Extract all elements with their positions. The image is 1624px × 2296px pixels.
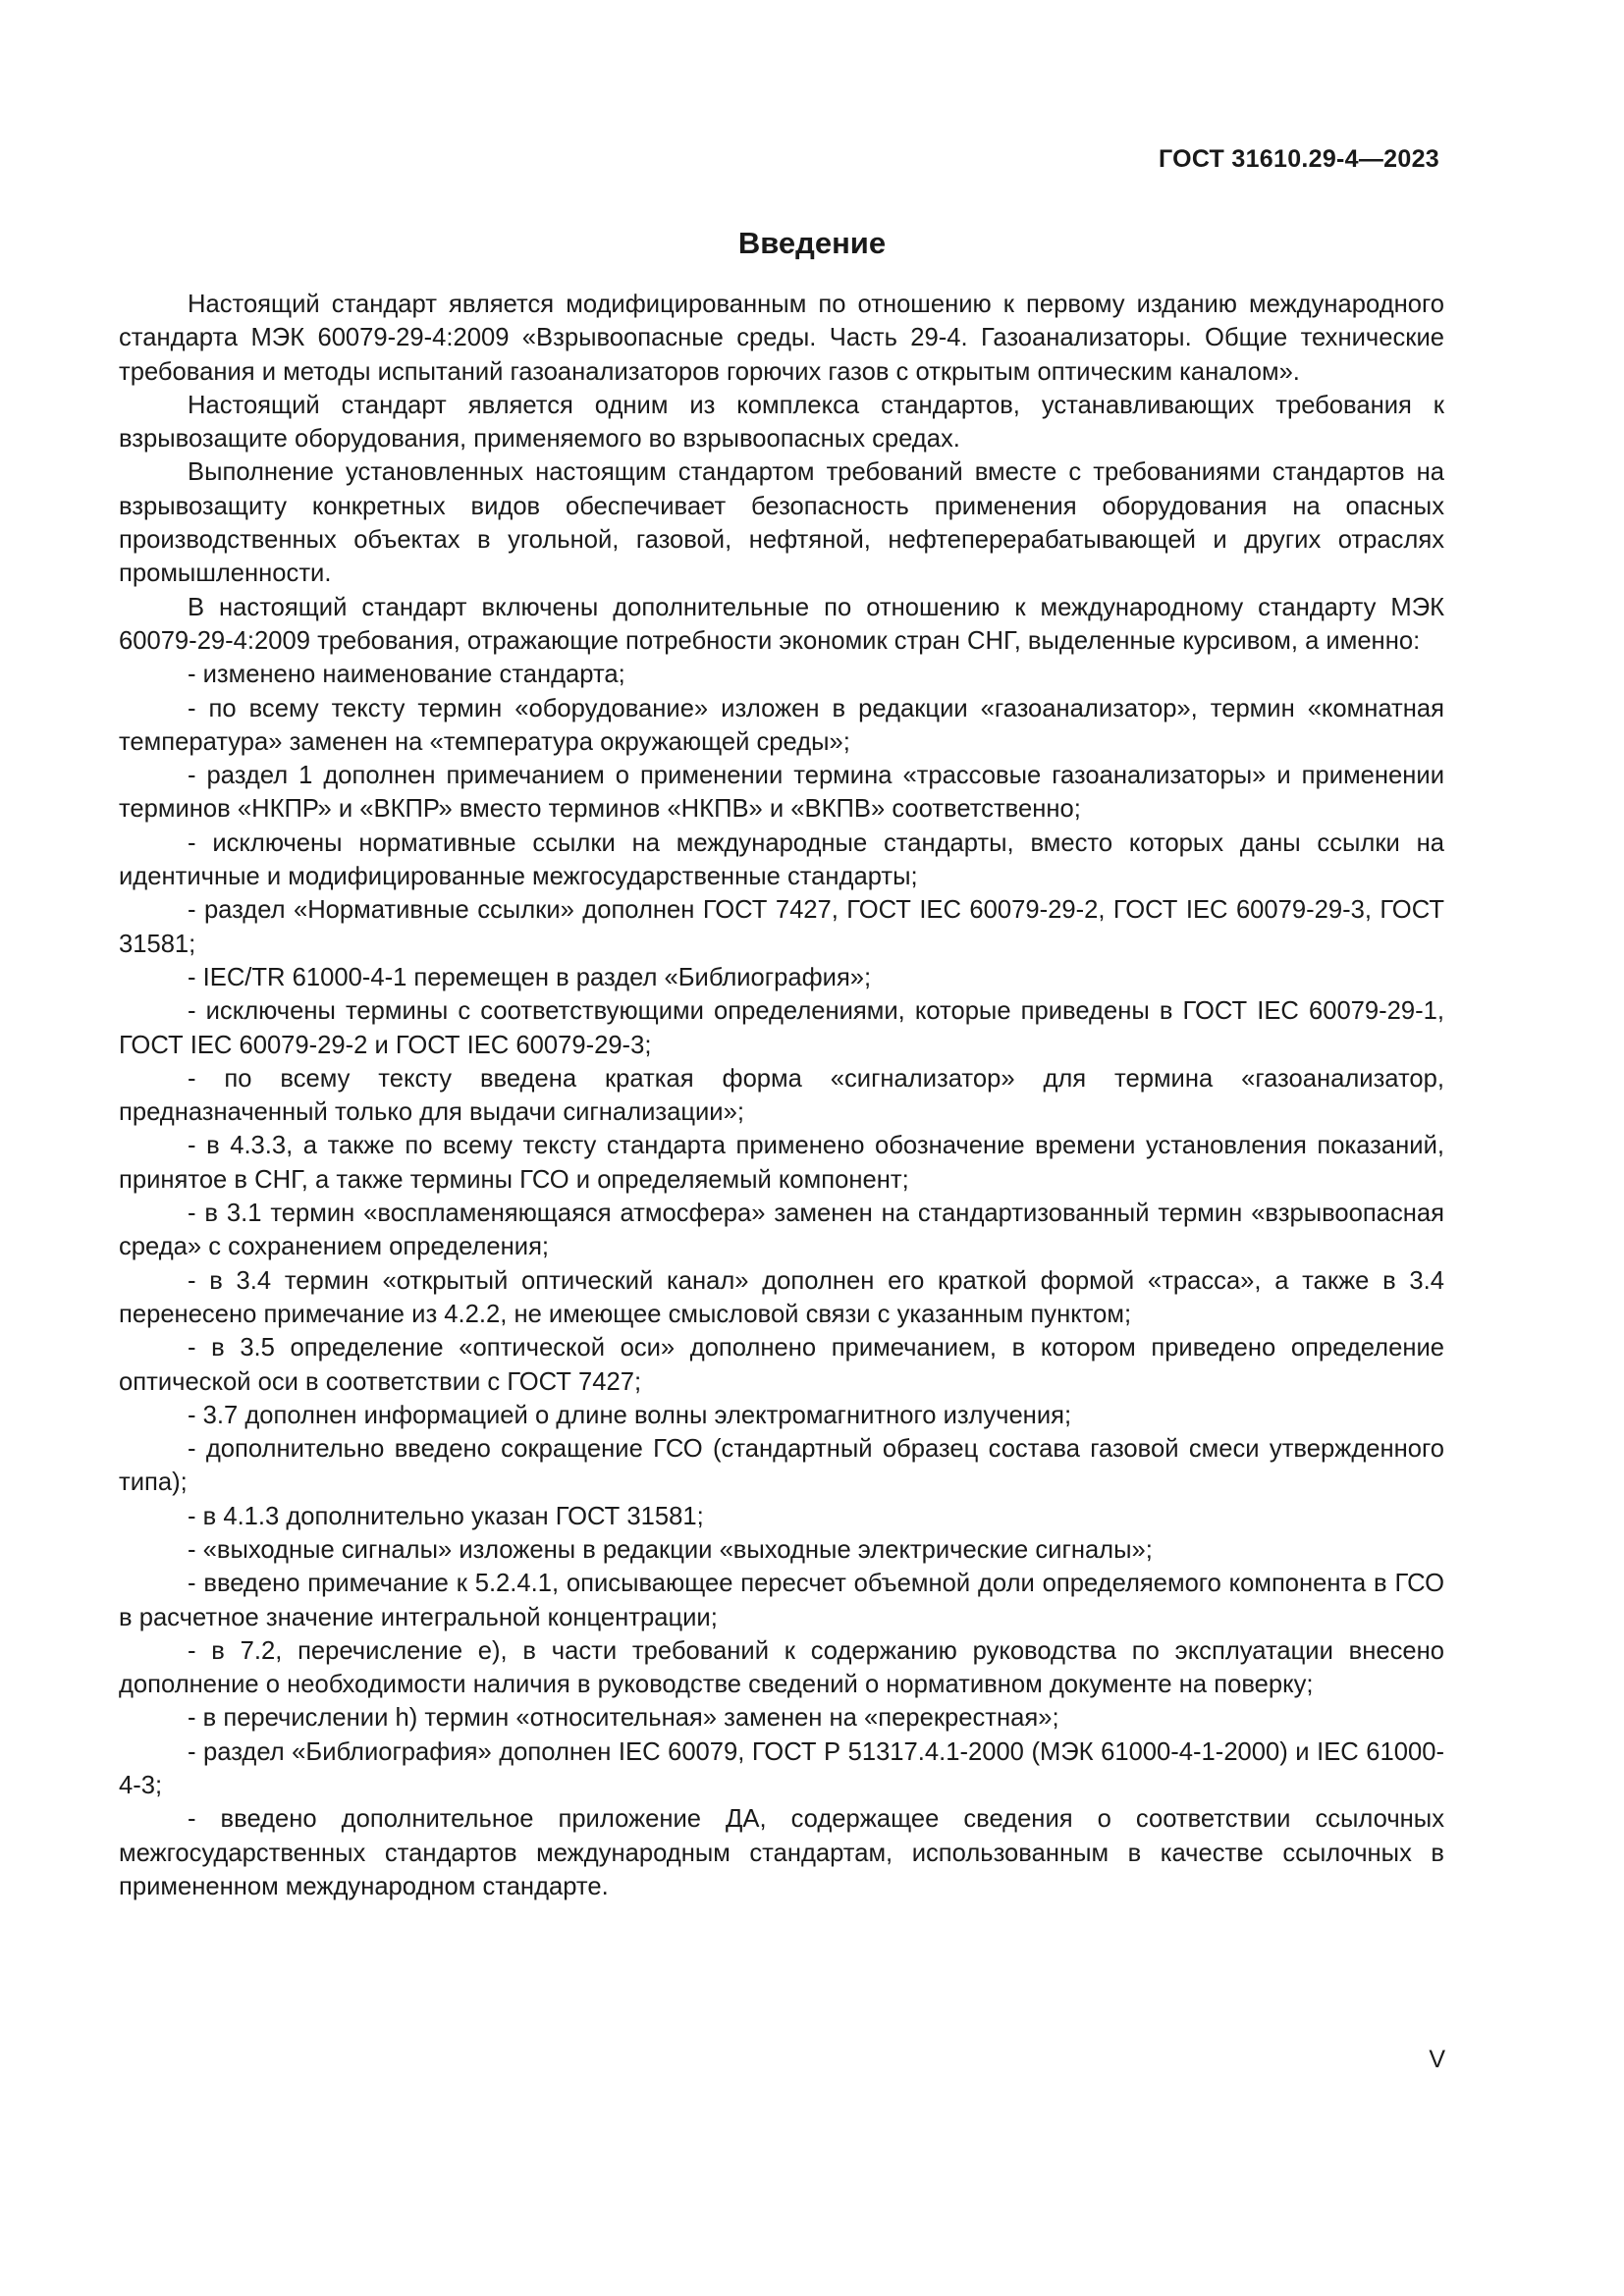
page-title: Введение bbox=[737, 226, 887, 260]
list-item: - в перечислении h) термин «относительная» заменен на «перекрестная»; bbox=[188, 1704, 1059, 1733]
paragraph-intro-1: Настоящий стандарт является модифицированным по отношению к первому изданию международного стандарта МЭК 60079-29-4:2009 «Взрывоопасные среды. Часть 29-4. Газоанализаторы. Общие технические требования и методы испытаний газоанализаторов горючих газов с открытым оптическим каналом». bbox=[119, 291, 1444, 386]
list-item: - в 3.5 определение «оптической оси» дополнено примечанием, в котором приведено определение оптической оси в соответствии с ГОСТ 7427; bbox=[119, 1334, 1444, 1396]
list-item: - по всему тексту введена краткая форма «сигнализатор» для термина «газоанализатор, предназначенный только для выдачи сигнализации»; bbox=[119, 1064, 1444, 1127]
document-code: ГОСТ 31610.29-4—2023 bbox=[1158, 145, 1439, 173]
list-item: - изменено наименование стандарта; bbox=[188, 661, 625, 689]
list-item: - раздел «Нормативные ссылки» дополнен ГОСТ 7427, ГОСТ IEC 60079-29-2, ГОСТ IEC 60079-29-3, ГОСТ 31581; bbox=[119, 896, 1444, 958]
paragraph-intro-2: Настоящий стандарт является одним из комплекса стандартов, устанавливающих требования к взрывозащите оборудования, применяемого во взрывоопасных средах. bbox=[119, 391, 1444, 454]
list-item: - IEC/TR 61000-4-1 перемещен в раздел «Библиография»; bbox=[188, 963, 872, 991]
list-item: - раздел 1 дополнен примечанием о применении термина «трассовые газоанализаторы» и применении терминов «НКПР» и «ВКПР» вместо терминов «НКПВ» и «ВКПВ» соответственно; bbox=[119, 762, 1444, 824]
list-item: - в 3.4 термин «открытый оптический канал» дополнен его краткой формой «трасса», а также в 3.4 перенесено примечание из 4.2.2, не имеющее смысловой связи с указанным пунктом; bbox=[119, 1266, 1444, 1328]
list-item: - в 7.2, перечисление е), в части требований к содержанию руководства по эксплуатации внесено дополнение о необходимости наличия в руководстве сведений о нормативном документе на поверку; bbox=[119, 1636, 1444, 1699]
list-item: - исключены нормативные ссылки на международные стандарты, вместо которых даны ссылки на идентичные и модифицированные межгосударственные стандарты; bbox=[119, 828, 1444, 891]
list-item: - в 4.1.3 дополнительно указан ГОСТ 31581; bbox=[188, 1502, 704, 1530]
list-item: - исключены термины с соответствующими определениями, которые приведены в ГОСТ IEC 60079-29-1, ГОСТ IEC 60079-29-2 и ГОСТ IEC 60079-29-3; bbox=[119, 997, 1444, 1059]
list-item: - по всему тексту термин «оборудование» изложен в редакции «газоанализатор», термин «комнатная температура» заменен на «температура окружающей среды»; bbox=[119, 694, 1444, 756]
paragraph-intro-3: Выполнение установленных настоящим стандартом требований вместе с требованиями стандартов на взрывозащиту конкретных видов обеспечивает безопасность применения оборудования на опасных производственных объектах в угольной, газовой, нефтяной, нефтеперерабатывающей и других отраслях промышленности. bbox=[119, 458, 1444, 588]
list-item: - в 4.3.3, а также по всему тексту стандарта применено обозначение времени установления показаний, принятое в СНГ, а также термины ГСО и определяемый компонент; bbox=[119, 1132, 1444, 1194]
list-item: - в 3.1 термин «воспламеняющаяся атмосфера» заменен на стандартизованный термин «взрывоопасная среда» с сохранением определения; bbox=[119, 1200, 1444, 1261]
list-item: - раздел «Библиография» дополнен IEC 60079, ГОСТ Р 51317.4.1-2000 (МЭК 61000-4-1-2000) и IEC 61000-4-3; bbox=[119, 1737, 1444, 1800]
page-number: V bbox=[1429, 2046, 1445, 2073]
list-item: - введено примечание к 5.2.4.1, описывающее пересчет объемной доли определяемого компонента в ГСО в расчетное значение интегральной концентрации; bbox=[119, 1570, 1444, 1631]
list-item: - введено дополнительное приложение ДА, содержащее сведения о соответствии ссылочных межгосударственных стандартов международным стандартам, использованным в качестве ссылочных в примененном международном стандарте. bbox=[119, 1805, 1444, 1900]
list-item: - 3.7 дополнен информацией о длине волны электромагнитного излучения; bbox=[188, 1401, 1072, 1429]
paragraph-intro-4: В настоящий стандарт включены дополнительные по отношению к международному стандарту МЭК 60079-29-4:2009 требования, отражающие потребности экономик стран СНГ, выделенные курсивом, а именно: bbox=[119, 593, 1444, 655]
list-item: - дополнительно введено сокращение ГСО (стандартный образец состава газовой смеси утвержденного типа); bbox=[119, 1435, 1444, 1497]
document-body bbox=[119, 288, 1444, 1903]
list-item: - «выходные сигналы» изложены в редакции «выходные электрические сигналы»; bbox=[188, 1535, 1153, 1564]
